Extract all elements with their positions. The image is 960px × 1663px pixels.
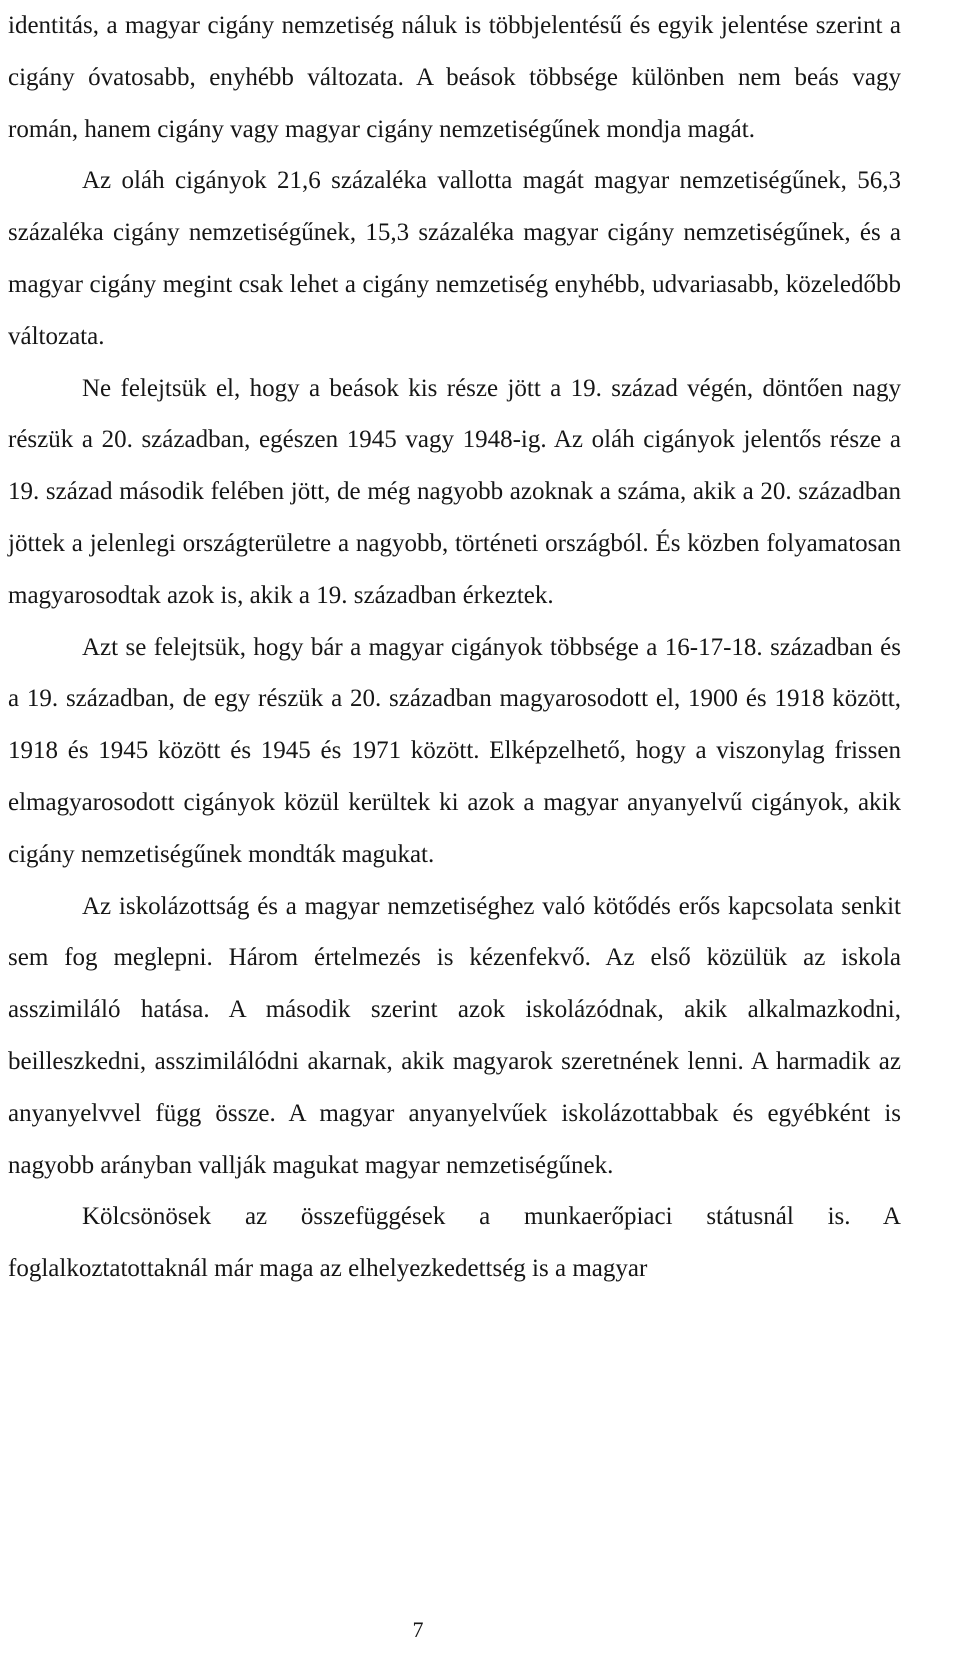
page-number: 7 xyxy=(412,1617,424,1642)
paragraph-2: Az oláh cigányok 21,6 százaléka vallotta magát magyar nemzetiségűnek, 56,3 százaléka cigány nemzetiségűnek, 15,3 százaléka magyar cigány nemzetiségűnek, és a magyar cigány megint csak lehet a cigány nemzetiség enyhébb, udvariasabb, közeledőbb változata. xyxy=(8,167,901,350)
paragraph-5: Az iskolázottság és a magyar nemzetiséghez való kötődés erős kapcsolata senkit sem fog meglepni. Három értelmezés is kézenfekvő. Az első közülük az iskola asszimiláló hatása. A második szerint azok iskolázódnak, akik alkalmazkodni, beilleszkedni, asszimilálódni akarnak, akik magyarok szeretnének lenni. A harmadik az anyanyelvvel függ össze. A magyar anyanyelvűek iskolázottabbak és egyébként is nagyobb arányban vallják magukat magyar nemzetiségűnek. xyxy=(8,892,901,1179)
paragraph-6: Kölcsönösek az összefüggések a munkaerőpiaci státusnál is. A foglalkoztatottaknál már maga az elhelyezkedettség is a magyar xyxy=(8,1203,901,1283)
paragraph-4: Azt se felejtsük, hogy bár a magyar cigányok többsége a 16-17-18. században és a 19. században, de egy részük a 20. században magyarosodott el, 1900 és 1918 között, 1918 és 1945 között és 1945 és 1971 között. Elképzelhető, hogy a viszonylag frissen elmagyarosodott cigányok közül kerültek ki azok a magyar anyanyelvű cigányok, akik cigány nemzetiségűnek mondták magukat. xyxy=(8,633,901,868)
document-body xyxy=(8,0,901,1295)
paragraph-1: identitás, a magyar cigány nemzetiség náluk is többjelentésű és egyik jelentése szerint a cigány óvatosabb, enyhébb változata. A beások többsége különben nem beás vagy román, hanem cigány vagy magyar cigány nemzetiségűnek mondja magát. xyxy=(8,12,901,143)
paragraph-3: Ne felejtsük el, hogy a beások kis része jött a 19. század végén, döntően nagy részük a 20. században, egészen 1945 vagy 1948-ig. Az oláh cigányok jelentős része a 19. század második felében jött, de még nagyobb azoknak a száma, akik a 20. században jöttek a jelenlegi országterületre a nagyobb, történeti országból. És közben folyamatosan magyarosodtak azok is, akik a 19. században érkeztek. xyxy=(8,374,901,609)
